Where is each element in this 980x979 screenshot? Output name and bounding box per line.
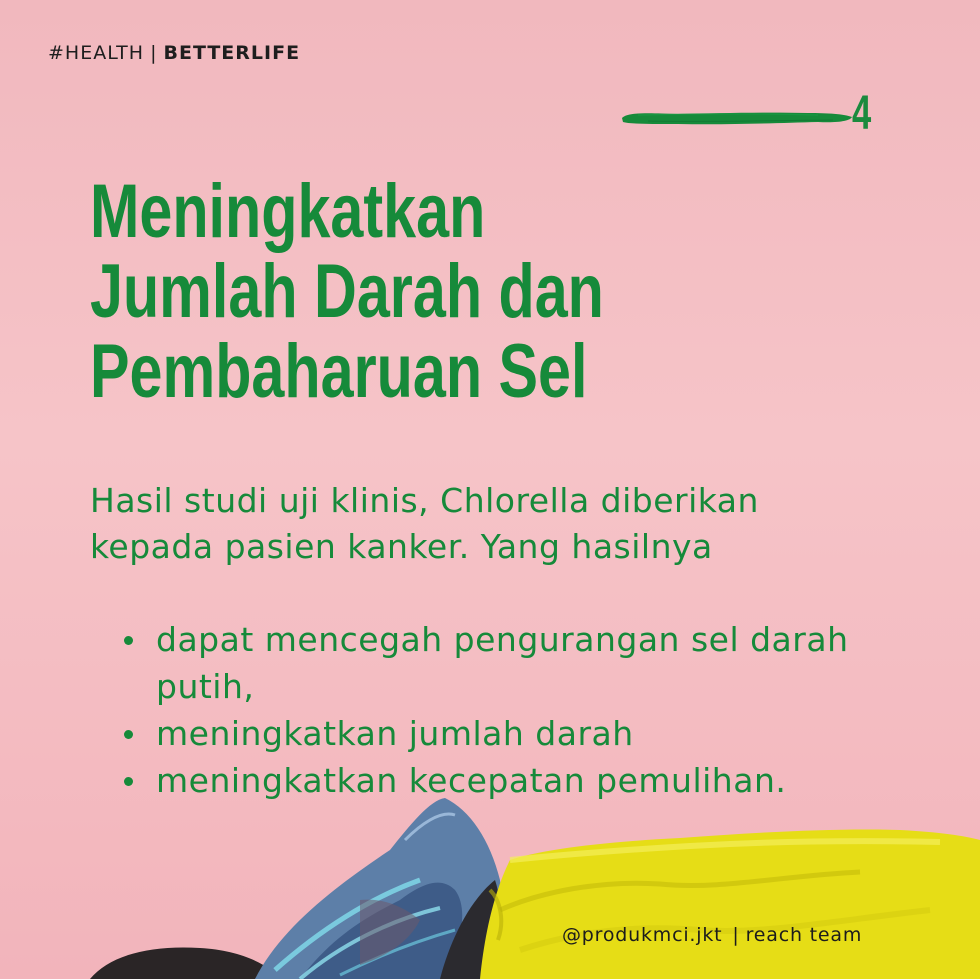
header-tagline — [48, 42, 300, 64]
tag-prefix: #HEALTH — [48, 42, 145, 64]
list-item-text: meningkatkan jumlah darah — [156, 714, 634, 753]
tag-separator: | — [150, 42, 158, 64]
brush-stroke-icon — [618, 109, 854, 127]
intro-paragraph: Hasil studi uji klinis, Chlorella diberikan kepada pasien kanker. Yang hasilnya — [90, 481, 759, 566]
list-item — [118, 616, 898, 710]
result-list — [118, 616, 898, 804]
list-item — [118, 710, 898, 757]
instagram-handle: @produkmci.jkt — [562, 924, 723, 946]
title-line: Pembaharuan Sel — [90, 329, 588, 414]
title-line: Meningkatkan — [90, 169, 486, 254]
page-title — [90, 169, 683, 414]
bullet-dot-icon — [124, 730, 133, 739]
bullet-dot-icon — [124, 636, 133, 645]
tag-brand: BETTERLIFE — [163, 42, 301, 64]
footer-separator: | — [732, 924, 740, 946]
list-item-text: meningkatkan kecepatan pemulihan. — [156, 761, 787, 800]
title-line: Jumlah Darah dan — [90, 249, 604, 334]
list-item-text: dapat mencegah pengurangan sel darah putih, — [156, 620, 849, 706]
footer-credit — [562, 924, 862, 946]
clothes-photo — [0, 780, 980, 979]
team-name: reach team — [745, 924, 863, 946]
slide-number: 4 — [852, 87, 872, 140]
